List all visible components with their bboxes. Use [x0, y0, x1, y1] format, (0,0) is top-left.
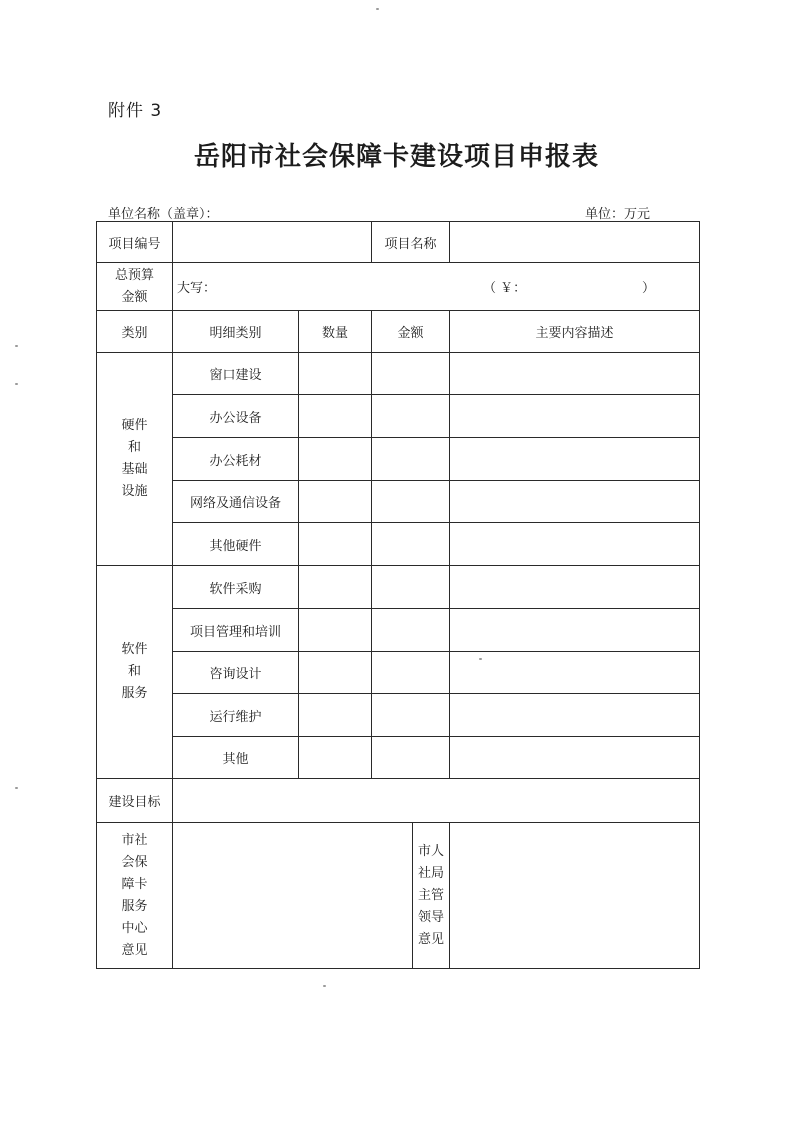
col-header-description: 主要内容描述	[450, 311, 700, 353]
scan-speck	[15, 345, 18, 347]
construction-goal-field[interactable]	[173, 779, 700, 823]
col-header-amount: 金额	[372, 311, 450, 353]
scan-speck	[15, 383, 18, 385]
category-software	[97, 566, 173, 779]
project-number-label: 项目编号	[97, 222, 173, 263]
project-number-field[interactable]	[173, 222, 372, 263]
category-line: 基础	[121, 462, 148, 477]
quantity-cell[interactable]	[299, 481, 372, 523]
unit-label: 单位：万元	[585, 207, 651, 222]
amount-cell[interactable]	[372, 438, 450, 481]
amount-cell[interactable]	[372, 523, 450, 566]
bureau-opinion-field[interactable]	[450, 823, 700, 969]
description-cell[interactable]	[450, 694, 700, 737]
opinion-label-line: 障卡	[121, 876, 148, 892]
scan-speck	[15, 787, 18, 789]
opinion-label-line: 社局	[417, 865, 444, 881]
category-line: 服务	[121, 686, 148, 701]
table-row	[97, 609, 700, 652]
description-cell[interactable]	[450, 652, 700, 694]
quantity-cell[interactable]	[299, 694, 372, 737]
table-row	[97, 438, 700, 481]
category-line: 软件	[121, 642, 148, 657]
table-row	[97, 566, 700, 609]
detail-item: 网络及通信设备	[173, 481, 299, 523]
detail-item: 其他	[173, 737, 299, 779]
col-header-quantity: 数量	[299, 311, 372, 353]
amount-cell[interactable]	[372, 566, 450, 609]
quantity-cell[interactable]	[299, 353, 372, 395]
amount-cell[interactable]	[372, 481, 450, 523]
amount-cell[interactable]	[372, 609, 450, 652]
attachment-number: 附件 3	[108, 101, 163, 121]
column-header-row	[97, 311, 700, 353]
description-cell[interactable]	[450, 566, 700, 609]
construction-goal-label: 建设目标	[97, 779, 173, 823]
opinion-label-line: 中心	[121, 920, 148, 936]
description-cell[interactable]	[450, 609, 700, 652]
project-info-row	[97, 222, 700, 263]
description-cell[interactable]	[450, 438, 700, 481]
detail-item: 办公设备	[173, 395, 299, 438]
description-cell[interactable]	[450, 395, 700, 438]
category-line: 和	[127, 440, 141, 455]
amount-cell[interactable]	[372, 652, 450, 694]
description-cell[interactable]	[450, 523, 700, 566]
amount-cell[interactable]	[372, 694, 450, 737]
opinion-split-cell	[173, 823, 450, 969]
total-budget-label	[97, 263, 173, 311]
center-opinion-field[interactable]	[173, 823, 413, 968]
detail-item: 其他硬件	[173, 523, 299, 566]
table-row	[97, 694, 700, 737]
quantity-cell[interactable]	[299, 395, 372, 438]
description-cell[interactable]	[450, 737, 700, 779]
category-hardware	[97, 353, 173, 566]
table-row	[97, 523, 700, 566]
detail-item: 软件采购	[173, 566, 299, 609]
amount-cell[interactable]	[372, 737, 450, 779]
table-row	[97, 395, 700, 438]
col-header-category: 类别	[97, 311, 173, 353]
quantity-cell[interactable]	[299, 737, 372, 779]
category-line: 和	[127, 664, 141, 679]
opinion-label-line: 主管	[417, 887, 444, 903]
quantity-cell[interactable]	[299, 652, 372, 694]
quantity-cell[interactable]	[299, 566, 372, 609]
total-budget-label-line: 总预算	[114, 267, 154, 283]
opinion-label-line: 市人	[417, 843, 444, 859]
center-opinion-label	[97, 823, 173, 969]
yuan-open-label: （ ￥：	[483, 281, 527, 296]
construction-goal-row	[97, 779, 700, 823]
opinion-label-line: 意见	[121, 942, 148, 958]
scan-speck	[376, 8, 379, 10]
total-budget-row	[97, 263, 700, 311]
opinion-label-line: 领导	[417, 909, 444, 925]
table-row	[97, 481, 700, 523]
table-row	[97, 737, 700, 779]
opinions-row	[97, 823, 700, 969]
opinion-label-line: 市社	[121, 832, 148, 848]
capital-amount-label: 大写：	[177, 281, 217, 296]
opinion-label-line: 会保	[121, 854, 148, 870]
opinion-label-line: 服务	[121, 898, 148, 914]
quantity-cell[interactable]	[299, 438, 372, 481]
category-line: 硬件	[121, 418, 148, 433]
quantity-cell[interactable]	[299, 523, 372, 566]
scan-speck	[479, 658, 482, 660]
detail-item: 项目管理和培训	[173, 609, 299, 652]
description-cell[interactable]	[450, 481, 700, 523]
description-cell[interactable]	[450, 353, 700, 395]
amount-cell[interactable]	[372, 353, 450, 395]
total-budget-label-line: 金额	[121, 289, 148, 305]
col-header-detail-category: 明细类别	[173, 311, 299, 353]
bureau-opinion-label	[413, 823, 449, 968]
detail-item: 窗口建设	[173, 353, 299, 395]
detail-item: 运行维护	[173, 694, 299, 737]
detail-item: 办公耗材	[173, 438, 299, 481]
opinion-label-line: 意见	[417, 931, 444, 947]
total-budget-field[interactable]	[173, 263, 700, 311]
project-name-label: 项目名称	[372, 222, 450, 263]
quantity-cell[interactable]	[299, 609, 372, 652]
project-name-field[interactable]	[450, 222, 700, 263]
detail-item: 咨询设计	[173, 652, 299, 694]
scan-speck	[323, 985, 326, 987]
unit-name-label: 单位名称（盖章）：	[108, 207, 219, 222]
category-line: 设施	[121, 484, 148, 499]
amount-cell[interactable]	[372, 395, 450, 438]
yuan-close-label: ）	[641, 281, 655, 296]
page-title: 岳阳市社会保障卡建设项目申报表	[193, 142, 599, 172]
table-row	[97, 353, 700, 395]
table-row	[97, 652, 700, 694]
application-form-table	[96, 221, 700, 969]
